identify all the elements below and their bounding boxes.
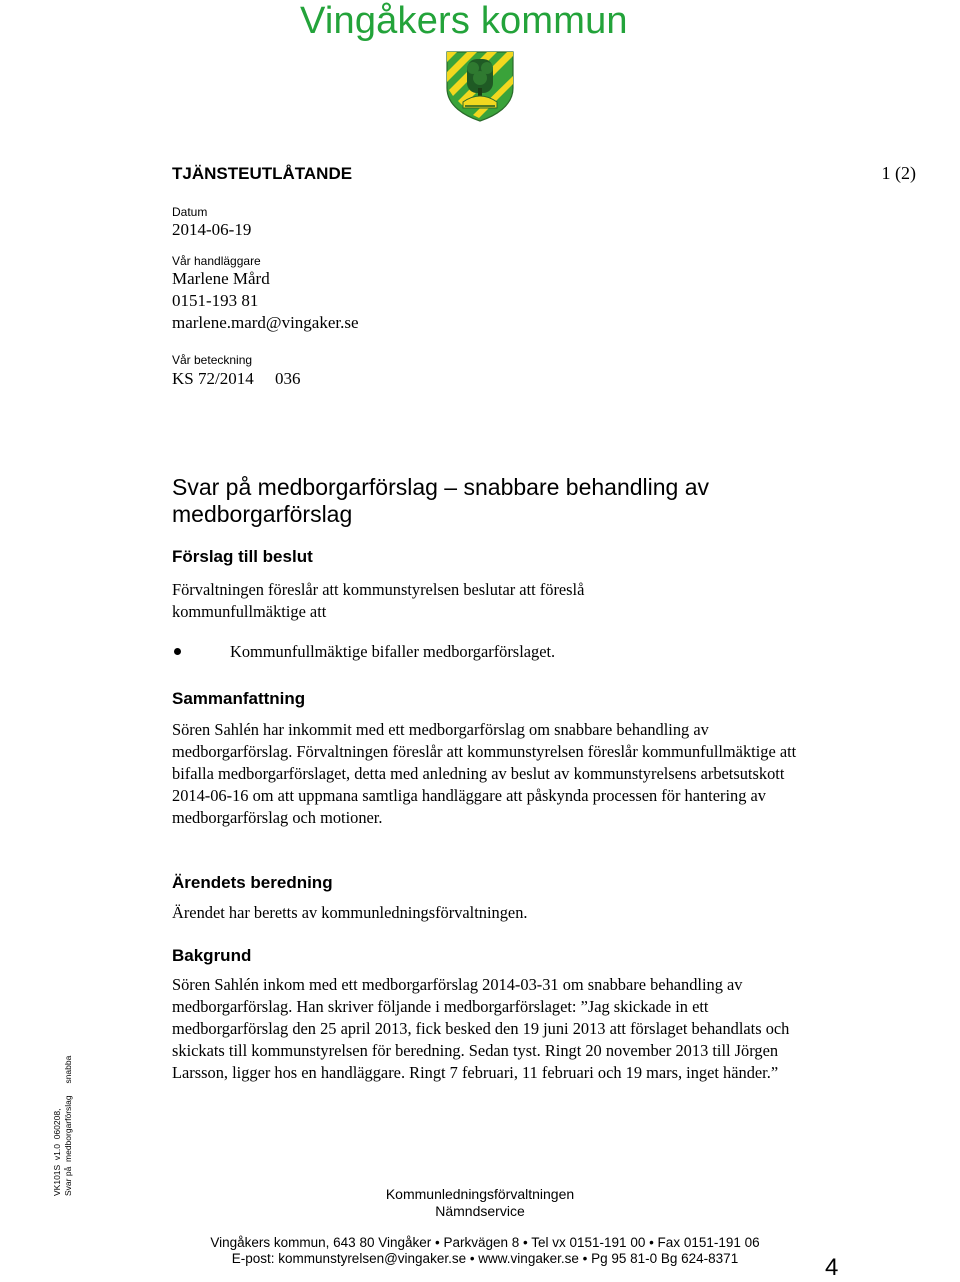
summary-text: Sören Sahlén har inkommit med ett medborgarförslag om snabbare behandling av medborgarförslag. Förvaltningen föreslår att kommunstyrelsen föreslår kommunfullmäktige att bifalla medborgarförslaget, detta med anledning av beslut av kommunstyrelsens arbetsutskott 2014-06-16 om att uppmana samtliga handläggare att påskynda processen för hantering av medborgarförslag och motioner. (172, 720, 797, 827)
document-type: TJÄNSTEUTLÅTANDE (172, 164, 353, 183)
footer-contact (140, 1235, 830, 1267)
date-value: 2014-06-19 (172, 220, 252, 239)
summary-heading: Sammanfattning (172, 689, 306, 708)
footer-address: Vingåkers kommun, 643 80 Vingåker • Parkvägen 8 • Tel vx 0151-191 00 • Fax 0151-191 06 (210, 1235, 760, 1250)
department-name: Kommunledningsförvaltningen (385, 1186, 575, 1202)
template-code-line-2: Svar på medborgarförslag snabba (63, 1055, 73, 1196)
template-code (52, 1036, 88, 1196)
background-heading: Bakgrund (172, 946, 252, 965)
handler-name: Marlene Mård (172, 269, 270, 288)
document-title: Svar på medborgarförslag – snabbare behandling av medborgarförslag (172, 474, 710, 527)
handler-phone: 0151-193 81 (172, 291, 259, 310)
reference-value: KS 72/2014 036 (172, 369, 301, 388)
coat-of-arms-icon (445, 50, 515, 122)
handler-label: Vår handläggare (172, 254, 261, 268)
footer-email-web: E-post: kommunstyrelsen@vingaker.se • www.vingaker.se • Pg 95 81-0 Bg 624-8371 (231, 1251, 739, 1266)
page-number: 4 (825, 1254, 839, 1281)
bullet-icon (174, 648, 181, 655)
municipality-name: Vingåkers kommun (300, 0, 628, 42)
date-label: Datum (172, 205, 208, 219)
page-count: 1 (2) (881, 163, 916, 183)
proposal-bullet: Kommunfullmäktige bifaller medborgarförslaget. (230, 642, 556, 661)
department-block (330, 1186, 630, 1220)
proposal-text: Förvaltningen föreslår att kommunstyrelsen beslutar att föreslå kommunfullmäktige att (172, 580, 585, 621)
background-text: Sören Sahlén inkom med ett medborgarförslag 2014-03-31 om snabbare behandling av medborgarförslag. Han skriver följande i medborgarförslaget: ”Jag skickade in ett medborgarförslag den 25 april 2013, fick besked den 19 juni 2013 att förslaget behandlats och skickats till kommunstyrelsen för beredning. Sedan tyst. Ringt 20 november 2013 till Jörgen Larsson, ligger hos en handläggare. Ringt 7 februari, 11 februari och 19 mars, inget händer.” (172, 975, 790, 1082)
handler-email[interactable]: marlene.mard@vingaker.se (172, 313, 359, 332)
preparation-heading: Ärendets beredning (172, 873, 333, 892)
reference-label: Vår beteckning (172, 353, 253, 367)
department-unit: Nämndservice (435, 1203, 525, 1219)
preparation-text: Ärendet har beretts av kommunledningsförvaltningen. (172, 903, 528, 922)
proposal-heading: Förslag till beslut (172, 547, 313, 566)
template-code-line-1: VK101S v1.0 060208, (52, 1108, 62, 1196)
